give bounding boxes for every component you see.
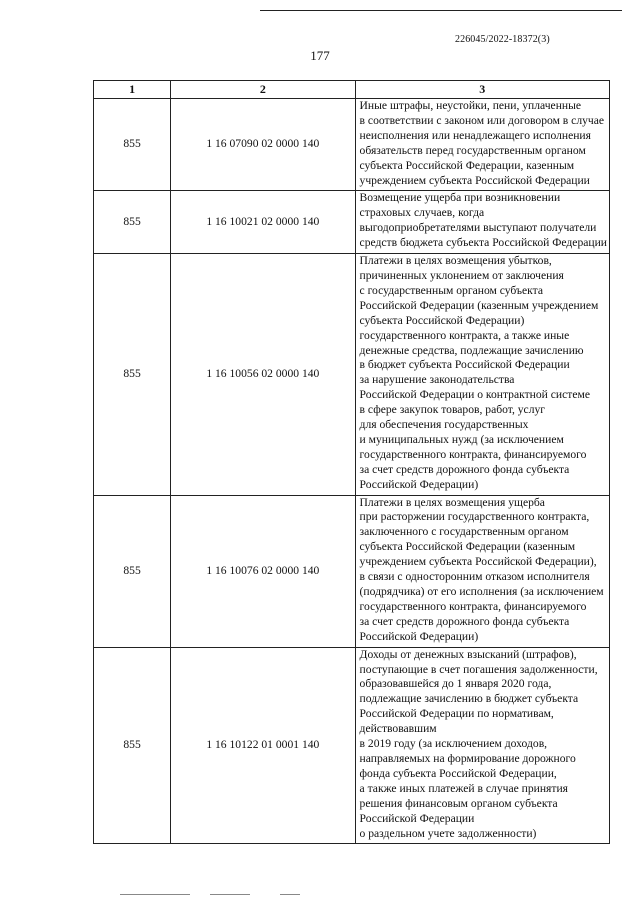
description-line: в связи с односторонним отказом исполнителя [359, 570, 590, 584]
budget-code-cell: 1 16 07090 02 0000 140 [171, 99, 355, 191]
scan-artifact-marks [120, 894, 420, 897]
document-number: 226045/2022-18372(3) [455, 34, 550, 45]
description-line: Возмещение ущерба при возникновении [359, 191, 561, 205]
admin-code-cell: 855 [94, 647, 171, 844]
description-line: Российской Федерации (казенным учреждением [359, 298, 599, 312]
description-line: за счет средств дорожного фонда субъекта [359, 614, 570, 628]
description-line: действовавшим [359, 722, 437, 736]
budget-code-cell: 1 16 10122 01 0001 140 [171, 647, 355, 844]
column-header-3: 3 [355, 81, 609, 99]
description-line: фонда субъекта Российской Федерации, [359, 766, 557, 780]
description-line: средств бюджета субъекта Российской Федерации [359, 236, 607, 250]
description-line: выгодоприобретателями выступают получатели [359, 221, 597, 235]
description-line: в соответствии с законом или договором в случае [359, 113, 605, 127]
description-line: Платежи в целях возмещения ущерба [359, 495, 545, 509]
column-header-2: 2 [171, 81, 355, 99]
page-number: 177 [310, 48, 330, 63]
description-cell [355, 495, 609, 647]
description-line: решения финансовым органом субъекта [359, 796, 558, 810]
table-row [94, 99, 610, 191]
admin-code-cell: 855 [94, 495, 171, 647]
description-line: неисполнения или ненадлежащего исполнения [359, 128, 591, 142]
description-line: за нарушение законодательства [359, 373, 515, 387]
description-line: Российской Федерации о контрактной системе [359, 388, 590, 402]
description-cell [355, 647, 609, 844]
description-line: учреждением субъекта Российской Федерации [359, 173, 590, 187]
description-line: субъекта Российской Федерации, казенным [359, 158, 575, 172]
description-line: образовавшейся до 1 января 2020 года, [359, 677, 552, 691]
description-line: в сфере закупок товаров, работ, услуг [359, 403, 546, 417]
budget-code-table [93, 80, 610, 844]
description-cell [355, 191, 609, 254]
column-header-1: 1 [94, 81, 171, 99]
description-line: для обеспечения государственных [359, 418, 529, 432]
description-line: при расторжении государственного контракта, [359, 510, 590, 524]
description-line: и муниципальных нужд (за исключением [359, 432, 564, 446]
description-line: страховых случаев, когда [359, 206, 485, 220]
description-line: Иные штрафы, неустойки, пени, уплаченные [359, 99, 582, 112]
admin-code-cell: 855 [94, 191, 171, 254]
admin-code-cell: 855 [94, 254, 171, 496]
description-line: поступающие в счет погашения задолженности, [359, 662, 598, 676]
table-row [94, 254, 610, 496]
description-line: государственного контракта, финансируемого [359, 447, 587, 461]
description-line: о раздельном учете задолженности) [359, 826, 537, 840]
description-line: причиненных уклонением от заключения [359, 268, 564, 282]
table-row [94, 647, 610, 844]
description-line: с государственным органом субъекта [359, 283, 543, 297]
description-line: Российской Федерации [359, 811, 475, 825]
description-line: в 2019 году (за исключением доходов, [359, 737, 548, 751]
description-line: Платежи в целях возмещения убытков, [359, 254, 552, 268]
admin-code-cell: 855 [94, 99, 171, 191]
description-line: Доходы от денежных взысканий (штрафов), [359, 647, 577, 661]
description-line: направляемых на формирование дорожного [359, 751, 576, 765]
budget-code-cell: 1 16 10076 02 0000 140 [171, 495, 355, 647]
description-line: в бюджет субъекта Российской Федерации [359, 358, 570, 372]
header-rule [260, 10, 622, 11]
description-line: заключенного с государственным органом [359, 525, 569, 539]
description-line: подлежащие зачислению в бюджет субъекта [359, 692, 579, 706]
description-line: денежные средства, подлежащие зачислению [359, 343, 584, 357]
description-line: а также иных платежей в случае принятия [359, 781, 568, 795]
description-cell [355, 99, 609, 191]
description-line: государственного контракта, финансируемого [359, 599, 587, 613]
description-line: Российской Федерации) [359, 477, 479, 491]
table-row [94, 495, 610, 647]
description-line: государственного контракта, а также иные [359, 328, 570, 342]
table-row [94, 191, 610, 254]
table-header-row [94, 81, 610, 99]
description-line: Российской Федерации) [359, 629, 479, 643]
budget-code-cell: 1 16 10021 02 0000 140 [171, 191, 355, 254]
budget-code-cell: 1 16 10056 02 0000 140 [171, 254, 355, 496]
description-line: учреждением субъекта Российской Федерации), [359, 555, 597, 569]
description-line: Российской Федерации по нормативам, [359, 707, 554, 721]
description-line: субъекта Российской Федерации (казенным [359, 540, 576, 554]
description-cell [355, 254, 609, 496]
description-line: обязательств перед государственным органом [359, 143, 586, 157]
description-line: (подрядчика) от его исполнения (за исключением [359, 585, 604, 598]
description-line: за счет средств дорожного фонда субъекта [359, 462, 570, 476]
description-line: субъекта Российской Федерации) [359, 313, 525, 327]
